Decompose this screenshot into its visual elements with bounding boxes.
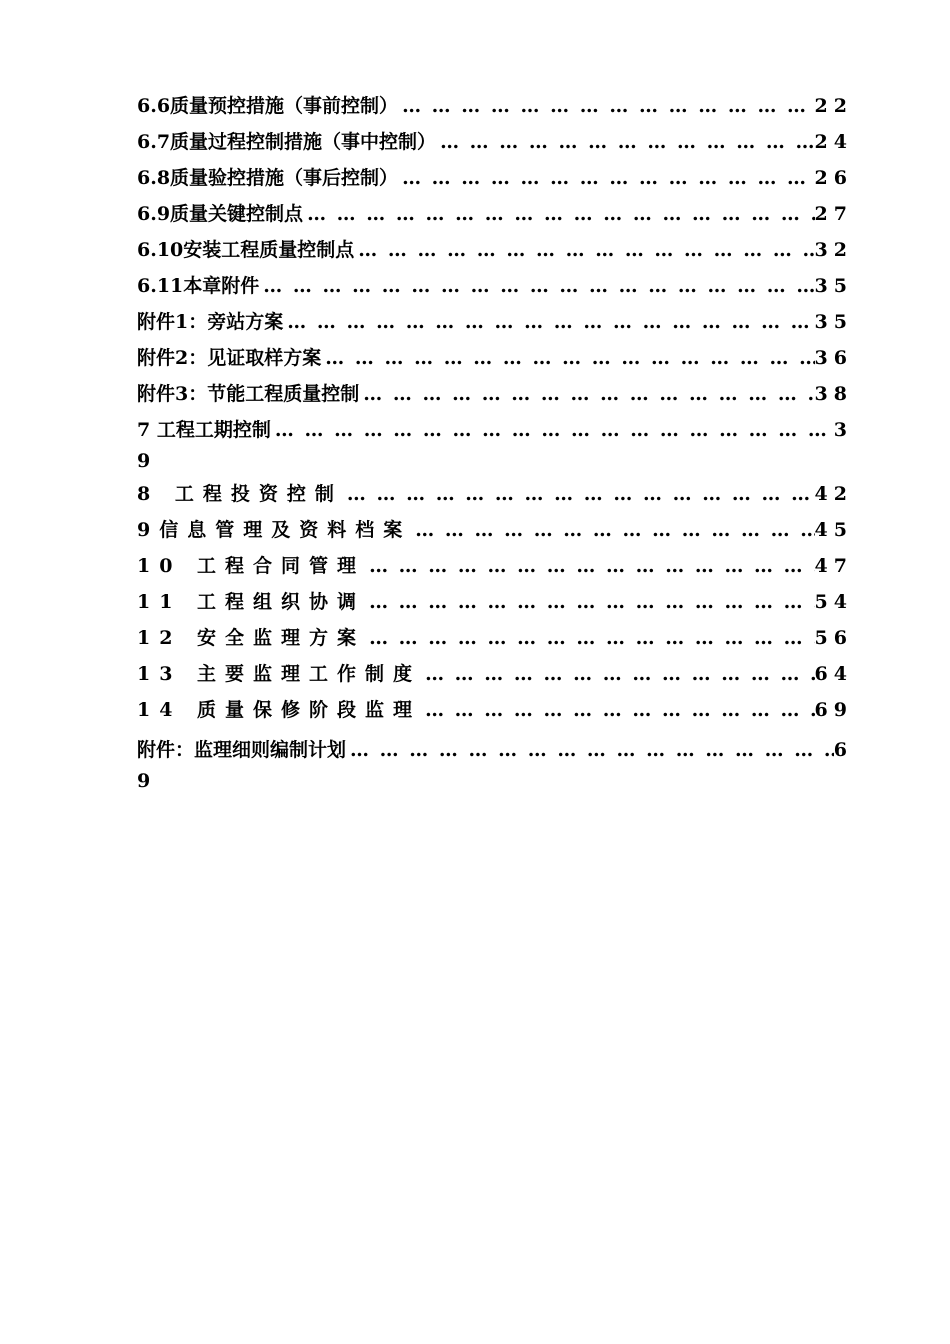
toc-leader-dots	[398, 160, 814, 196]
toc-entry[interactable]	[137, 160, 853, 196]
toc-leader-dots	[271, 412, 834, 448]
toc-leader-dots	[283, 304, 814, 340]
toc-entry[interactable]	[137, 584, 853, 620]
toc-entry[interactable]	[137, 376, 853, 412]
toc-entry-title: 6.9质量关键控制点	[137, 203, 304, 225]
toc-entry-title: 12 安全监理方案	[137, 627, 366, 649]
toc-leader-dots	[398, 88, 814, 124]
toc-leader-dots	[359, 376, 814, 412]
toc-entry-title: 6.6质量预控措施（事前控制）	[137, 95, 399, 117]
toc-page-number: 54	[814, 591, 853, 613]
toc-entry[interactable]	[137, 88, 853, 124]
toc-entry-title: 附件2：见证取样方案	[137, 347, 322, 369]
toc-page-number: 22	[814, 95, 853, 117]
toc-leader-dots	[259, 268, 814, 304]
toc-entry[interactable]	[137, 268, 853, 304]
toc-page-number: 38	[814, 383, 853, 405]
toc-page-number: 26	[814, 167, 853, 189]
toc-entry[interactable]	[137, 412, 853, 476]
toc-page-number: 6	[833, 739, 853, 761]
toc-page-number: 35	[814, 311, 853, 333]
toc-entry-title: 附件1：旁站方案	[137, 311, 284, 333]
toc-leader-dots	[365, 584, 814, 620]
toc-leader-dots	[421, 656, 814, 692]
toc-page-number: 32	[814, 239, 853, 261]
toc-leader-dots	[321, 340, 814, 376]
toc-entry-title: 10 工程合同管理	[137, 555, 366, 577]
toc-leader-dots	[365, 620, 814, 656]
toc-leader-dots	[303, 196, 814, 232]
toc-entry[interactable]	[137, 340, 853, 376]
toc-leader-dots	[436, 124, 814, 160]
toc-page-number: 45	[814, 519, 853, 541]
toc-entry[interactable]	[137, 732, 853, 796]
toc-entry-title: 6.8质量验控措施（事后控制）	[137, 167, 399, 189]
toc-leader-dots	[411, 512, 814, 548]
toc-leader-dots	[343, 476, 815, 512]
toc-entry[interactable]	[137, 196, 853, 232]
toc-entry[interactable]	[137, 476, 853, 512]
toc-entry[interactable]	[137, 124, 853, 160]
toc-entry-title: 附件3：节能工程质量控制	[137, 383, 360, 405]
toc-entry-title: 6.11本章附件	[137, 275, 260, 297]
toc-entry-title: 14 质量保修阶段监理	[137, 699, 422, 721]
toc-page-number-continued: 9	[137, 770, 151, 792]
toc-page-number: 69	[814, 699, 853, 721]
toc-entry-title: 6.7质量过程控制措施（事中控制）	[137, 131, 437, 153]
toc-entry[interactable]	[137, 548, 853, 584]
toc-entry[interactable]	[137, 512, 853, 548]
table-of-contents	[137, 88, 853, 796]
toc-entry[interactable]	[137, 692, 853, 728]
toc-page-number: 42	[814, 483, 853, 505]
toc-page-number: 35	[814, 275, 853, 297]
toc-page-number: 36	[814, 347, 853, 369]
toc-entry[interactable]	[137, 232, 853, 268]
toc-entry-title: 11 工程组织协调	[137, 591, 366, 613]
toc-page-number: 56	[814, 627, 853, 649]
toc-page-number: 3	[833, 419, 853, 441]
toc-entry-title: 附件：监理细则编制计划	[137, 739, 347, 761]
toc-leader-dots	[421, 692, 814, 728]
toc-page-number: 27	[814, 203, 853, 225]
toc-entry-title: 8 工程投资控制	[137, 483, 343, 505]
toc-leader-dots	[354, 232, 814, 268]
toc-entry[interactable]	[137, 656, 853, 692]
toc-entry-title: 9信息管理及资料档案	[137, 519, 412, 541]
toc-entry-title: 7 工程工期控制	[137, 419, 271, 441]
toc-entry[interactable]	[137, 304, 853, 340]
toc-entry[interactable]	[137, 620, 853, 656]
toc-leader-dots	[346, 732, 834, 768]
toc-page-number: 47	[814, 555, 853, 577]
toc-entry-title: 6.10安装工程质量控制点	[137, 239, 355, 261]
toc-page-number: 64	[814, 663, 853, 685]
toc-entry-title: 13 主要监理工作制度	[137, 663, 422, 685]
toc-page-number-continued: 9	[137, 450, 151, 472]
toc-page-number: 24	[814, 131, 853, 153]
toc-leader-dots	[365, 548, 814, 584]
